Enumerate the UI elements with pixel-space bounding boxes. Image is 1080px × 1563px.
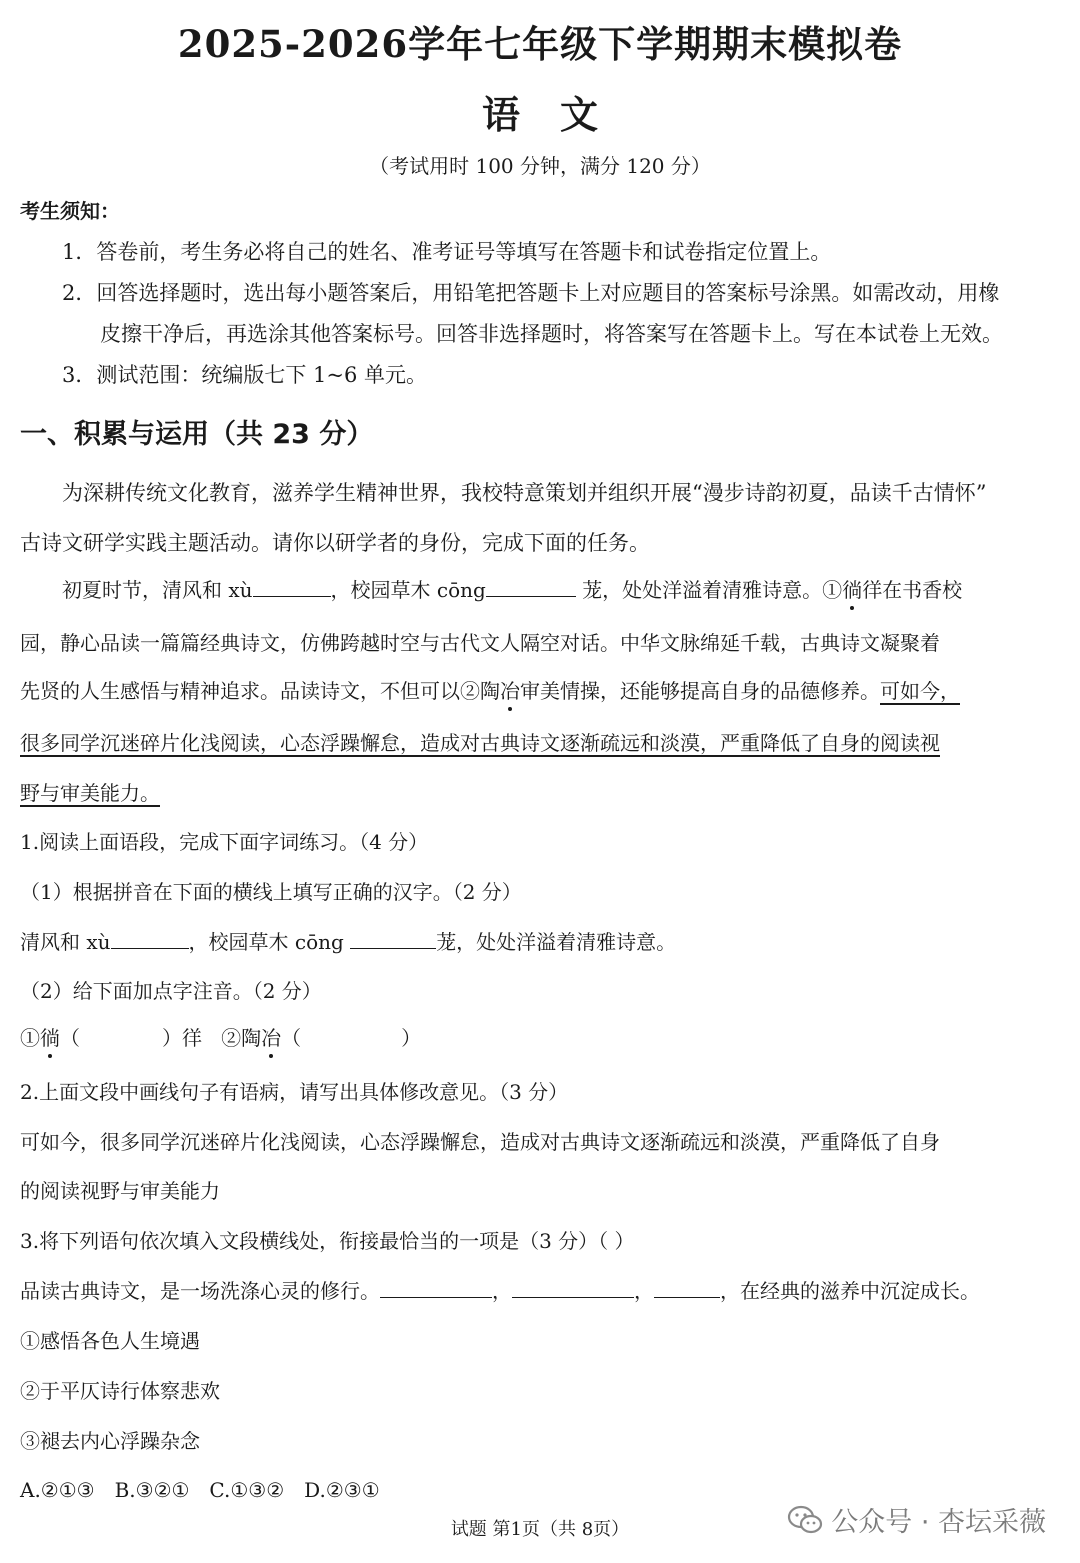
question-3-sentence: [20, 1275, 980, 1304]
watermark-text: 公众号 · 杏坛采薇: [831, 1507, 1046, 1538]
question-1-part-1: （1）根据拼音在下面的横线上填写正确的汉字。（2 分）: [20, 880, 522, 904]
answer-blank[interactable]: [253, 578, 331, 597]
pinyin-text: （: [281, 1026, 302, 1050]
answer-blank[interactable]: [111, 930, 189, 949]
answer-blank[interactable]: [380, 1279, 492, 1298]
answer-blank[interactable]: [486, 578, 576, 597]
intro-line-1: 为深耕传统文化教育，滋养学生精神世界，我校特意策划并组织开展“漫步诗韵初夏，品读千古情怀”: [62, 481, 987, 505]
question-1: 1.阅读上面语段，完成下面字词练习。（4 分）: [20, 830, 429, 854]
pinyin-text: （: [60, 1026, 80, 1050]
sentence-text: ，: [492, 1279, 512, 1303]
fill-text: 茏，处处洋溢着清雅诗意。: [436, 930, 677, 954]
wechat-icon: [787, 1505, 823, 1535]
underlined-sentence: 野与审美能力。: [20, 781, 160, 805]
pinyin-text: ）徉: [162, 1026, 202, 1050]
option-1: ①感悟各色人生境遇: [20, 1329, 200, 1353]
fill-line: [20, 926, 676, 955]
pinyin-text: ②陶: [221, 1026, 262, 1050]
exam-title: 2025-2026学年七年级下学期期末模拟卷: [177, 22, 903, 66]
dotted-char: 冶: [261, 1026, 282, 1050]
passage-text: 审美情操，还能够提高自身的品德修养。: [520, 679, 880, 703]
notice-item-3: 3．测试范围：统编版七下 1~6 单元。: [62, 363, 428, 387]
underlined-sentence: 很多同学沉迷碎片化浅阅读，心态浮躁懈怠，造成对古典诗文逐渐疏远和淡漠，严重降低了自身的阅读视: [20, 731, 940, 755]
sentence-text: ，在经典的滋养中沉淀成长。: [720, 1279, 980, 1303]
question-2-sentence: 可如今，很多同学沉迷碎片化浅阅读，心态浮躁懈怠，造成对古典诗文逐渐疏远和淡漠，严重降低了自身: [20, 1130, 940, 1154]
fill-text: 清风和 xù: [20, 930, 111, 954]
answer-blank[interactable]: [654, 1279, 720, 1298]
sentence-text: 品读古典诗文，是一场洗涤心灵的修行。: [20, 1279, 380, 1303]
pinyin-line: [20, 1022, 421, 1051]
section-title: 一、积累与运用（共 23 分）: [20, 419, 374, 450]
sentence-text: ，: [634, 1279, 654, 1303]
underlined-sentence: 可如今，: [880, 679, 960, 703]
passage-line-3: [20, 675, 960, 704]
pinyin-text: ①: [20, 1026, 40, 1050]
question-2-sentence-cont: 的阅读视野与审美能力: [20, 1179, 220, 1203]
passage-text: 初夏时节，清风和 xù: [62, 578, 253, 602]
page-footer: 试题 第1页（共 8页）: [450, 1519, 630, 1540]
question-2: 2.上面文段中画线句子有语病，请写出具体修改意见。（3 分）: [20, 1080, 569, 1104]
dotted-char: 徜: [842, 578, 863, 602]
dotted-char: 徜: [40, 1026, 60, 1050]
passage-text: 徉在书香校: [862, 578, 963, 602]
subject-title: 语文: [481, 92, 638, 137]
notice-heading: 考生须知：: [20, 199, 120, 223]
passage-line-1: [62, 574, 962, 603]
option-3: ③褪去内心浮躁杂念: [20, 1429, 200, 1453]
question-3: 3.将下列语句依次填入文段横线处，衔接最恰当的一项是（3 分）（ ）: [20, 1229, 635, 1253]
answer-blank[interactable]: [350, 930, 436, 949]
dotted-char: 冶: [500, 679, 520, 703]
exam-info: （考试用时 100 分钟，满分 120 分）: [369, 154, 711, 178]
notice-item-2-cont: 皮擦干净后，再选涂其他答案标号。回答非选择题时，将答案写在答题卡上。写在本试卷上无效。: [100, 322, 1003, 346]
notice-item-2: 2．回答选择题时，选出每小题答案后，用铅笔把答题卡上对应题目的答案标号涂黑。如需改动，用橡: [62, 281, 1000, 305]
passage-text: ，校园草木 cōng: [330, 578, 486, 602]
intro-line-2: 古诗文研学实践主题活动。请你以研学者的身份，完成下面的任务。: [20, 531, 650, 555]
answer-choices: A.②①③ B.③②① C.①③② D.②③①: [20, 1478, 380, 1502]
question-1-part-2: （2）给下面加点字注音。（2 分）: [20, 979, 322, 1003]
fill-text: ，校园草木 cōng: [188, 930, 344, 954]
pinyin-text: ）: [401, 1026, 422, 1050]
option-2: ②于平仄诗行体察悲欢: [20, 1379, 220, 1403]
passage-line-2: 园，静心品读一篇篇经典诗文，仿佛跨越时空与古代文人隔空对话。中华文脉绵延千载，古典诗文凝聚着: [20, 631, 940, 655]
notice-item-1: 1．答卷前，考生务必将自己的姓名、准考证号等填写在答题卡和试卷指定位置上。: [62, 240, 832, 264]
passage-text: 先贤的人生感悟与精神追求。品读诗文，不但可以②陶: [20, 679, 500, 703]
passage-text: 茏，处处洋溢着清雅诗意。①: [582, 578, 843, 602]
answer-blank[interactable]: [512, 1279, 634, 1298]
watermark: [787, 1500, 1046, 1539]
